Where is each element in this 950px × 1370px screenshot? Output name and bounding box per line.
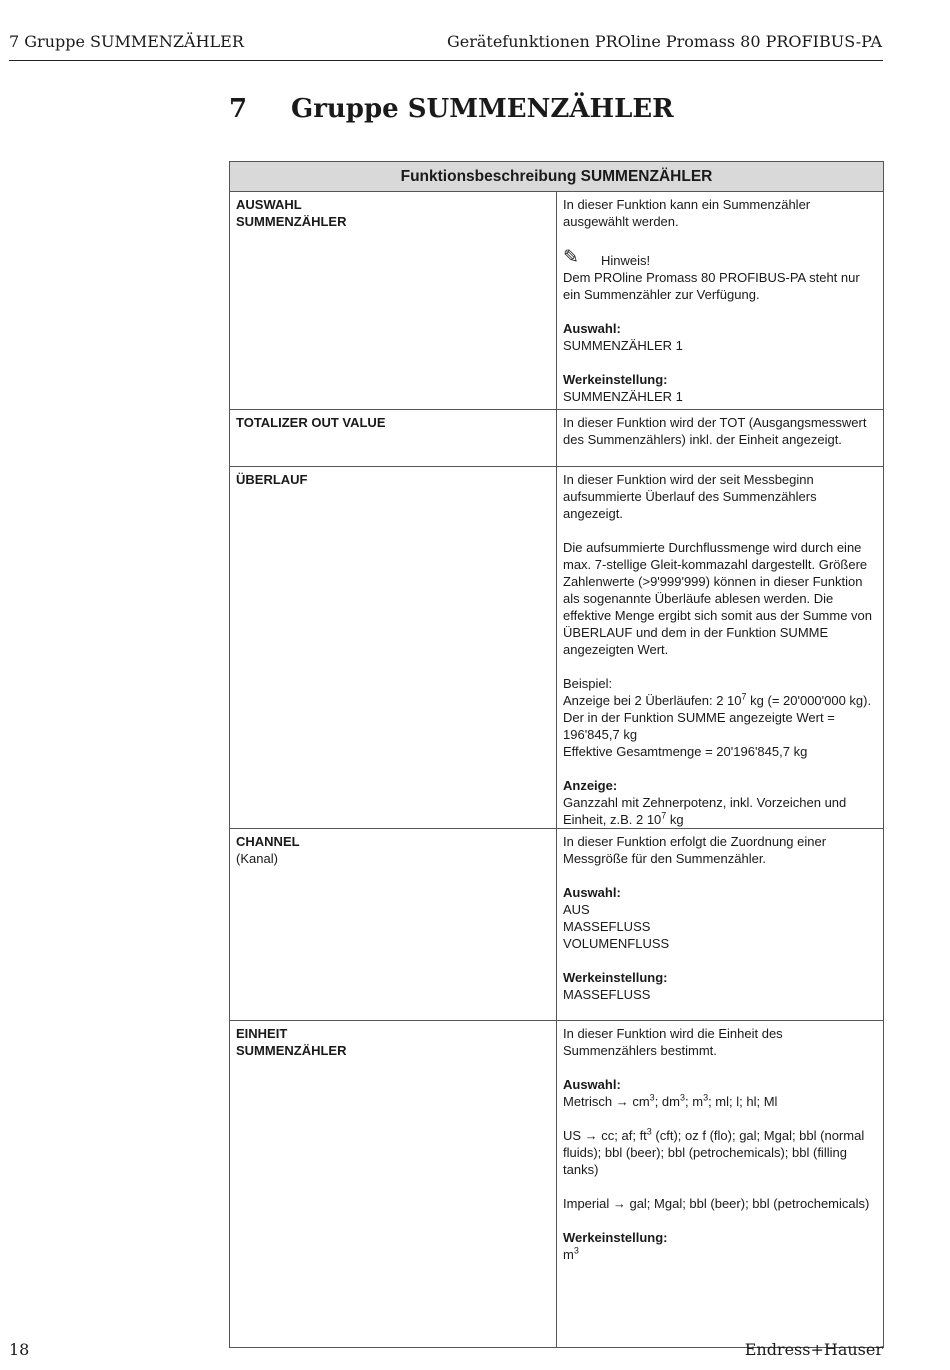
table-row-einheit-summenzaehler [230,1021,884,1348]
pencil-icon: ✎ [563,247,579,268]
unit-list-metric: Metrisch → $cm^3$; $dm^3$; $m^3$; ml; l; hl; Ml [563,1092,778,1109]
table-row-channel [230,829,884,1021]
function-name [230,192,557,410]
hint-text: Dem PROline Promass 80 PROFIBUS-PA steht nur ein Summenzähler zur Verfügung. [563,270,860,302]
example-line: Anzeige bei 2 Überläufen: 2 $10^7$ kg (= 20'000'000 kg). [563,691,872,708]
running-header-chapter: 7 Gruppe SUMMENZÄHLER [9,32,244,51]
function-name-line: AUSWAHL [236,197,302,212]
display-label: Anzeige: [563,778,618,793]
default-label: Werkeinstellung: [563,372,668,387]
intro-text: In dieser Funktion wird die Einheit des Summenzählers bestimmt. [563,1026,783,1058]
unit-list-imperial: Imperial → gal; Mgal; bbl (beer); bbl (petrochemicals) [563,1196,870,1211]
choice-option: VOLUMENFLUSS [563,936,670,951]
table-title: Funktionsbeschreibung SUMMENZÄHLER [230,162,884,192]
function-name [230,829,557,1021]
example-line: Effektive Gesamtmenge = 20'196'845,7 kg [563,744,808,759]
intro-text: In dieser Funktion erfolgt die Zuordnung einer Messgröße für den Summenzähler. [563,834,827,866]
choice-value: SUMMENZÄHLER 1 [563,338,683,353]
default-label: Werkeinstellung: [563,970,668,985]
default-label: Werkeinstellung: [563,1230,668,1245]
running-header-title: Gerätefunktionen PROline Promass 80 PROFIBUS-PA [446,32,882,51]
function-description [557,467,884,829]
hint-note [563,247,877,269]
function-name-line: ÜBERLAUF [236,472,308,487]
explanation-text: Die aufsummierte Durchflussmenge wird durch eine max. 7-stellige Gleit-kommazahl dargestellt. Größere Zahlenwerte (>9'999'999) können in dieser Funktion als sogenannte Überläufe ablesen werden. Die effektive Menge ergibt sich somit aus der Summe von ÜBERLAUF und dem in der Funktion SUMME angezeigten Wert. [563,540,873,657]
default-value: MASSEFLUSS [563,987,651,1002]
function-name [230,467,557,829]
choice-option: MASSEFLUSS [563,919,651,934]
intro-text: In dieser Funktion kann ein Summenzähler ausgewählt werden. [563,197,811,229]
function-name [230,1021,557,1348]
choice-label: Auswahl: [563,1077,621,1092]
default-value: $m^3$ [563,1245,579,1262]
page-number: 18 [9,1340,30,1359]
function-name-line: CHANNEL [236,834,300,849]
function-description [557,410,884,467]
table-row-auswahl-summenzaehler [230,192,884,410]
choice-option: AUS [563,902,590,917]
hint-label: Hinweis! [601,253,651,268]
function-name-line: EINHEIT [236,1026,288,1041]
example-label: Beispiel: [563,676,613,691]
function-name-line: SUMMENZÄHLER [236,214,347,229]
unit-list-us: US → cc; af; $ft^3$ (cft); oz f (flo); gal; Mgal; bbl (normal fluids); bbl (beer); bbl (petrochemicals); bbl (filling tanks) [563,1126,865,1177]
default-value: SUMMENZÄHLER 1 [563,389,683,404]
chapter-heading [229,94,674,124]
intro-text: In dieser Funktion wird der seit Messbeginn aufsummierte Überlauf des Summenzählers angezeigt. [563,472,817,521]
choice-label: Auswahl: [563,321,621,336]
display-value: Ganzzahl mit Zehnerpotenz, inkl. Vorzeichen und Einheit, z.B. 2 $10^7$ kg [563,795,847,827]
function-description [557,192,884,410]
choice-label: Auswahl: [563,885,621,900]
function-name-line: TOTALIZER OUT VALUE [236,415,386,430]
function-name-line: SUMMENZÄHLER [236,1043,347,1058]
function-description [557,829,884,1021]
chapter-title: Gruppe SUMMENZÄHLER [291,94,674,124]
chapter-number: 7 [229,94,248,124]
function-name [230,410,557,467]
function-name-sub: (Kanal) [236,851,278,866]
brand-logo-text: Endress+Hauser [744,1340,883,1359]
description-text: In dieser Funktion wird der TOT (Ausgangsmesswert des Summenzählers) inkl. der Einheit angezeigt. [563,415,867,447]
function-description-table [229,161,884,1348]
function-description [557,1021,884,1348]
table-row-ueberlauf [230,467,884,829]
header-divider [9,60,883,61]
table-row-totalizer-out-value [230,410,884,467]
example-line: Der in der Funktion SUMME angezeigte Wert = 196'845,7 kg [563,710,835,742]
